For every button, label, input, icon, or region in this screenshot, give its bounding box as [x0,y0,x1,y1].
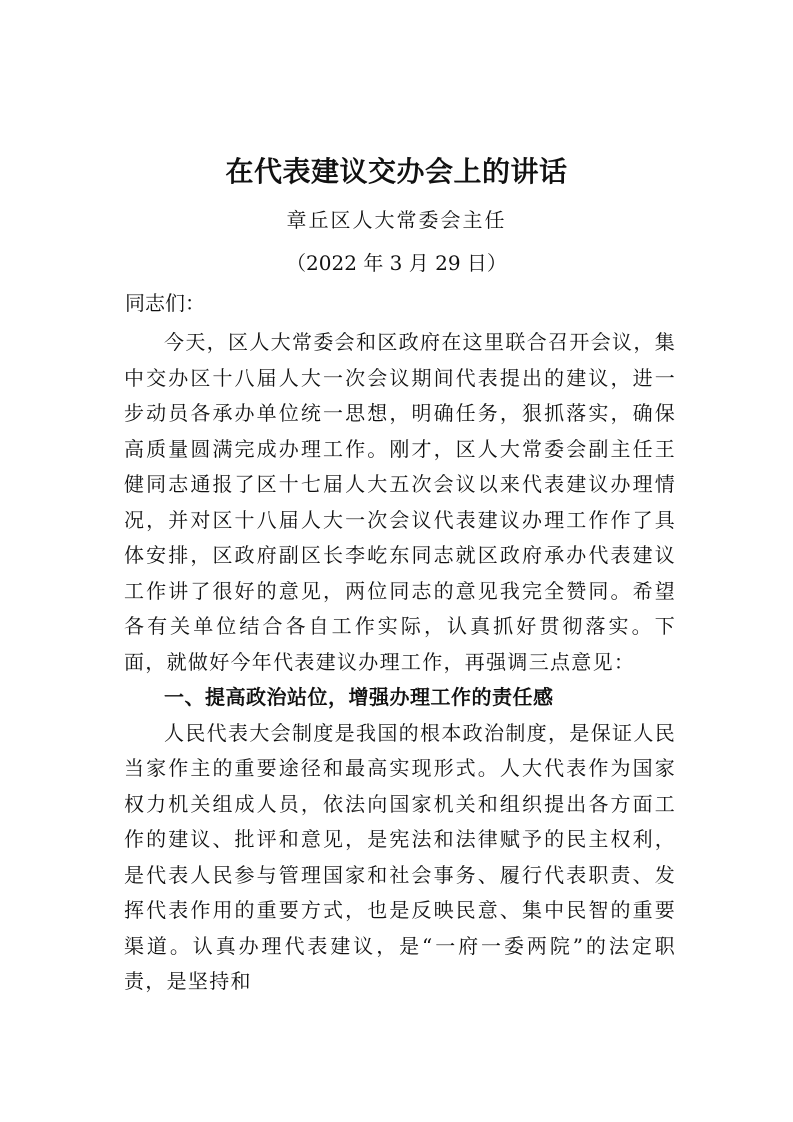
document-author: 章丘区人大常委会主任 [286,208,507,232]
paragraph-intro: 今天，区人大常委会和区政府在这里联合召开会议，集中交办区十八届人大一次会议期间代表提出的建议，进一步动员各承办单位统一思想，明确任务，狠抓落实，确保高质量圆满完成办理工作。刚才，区人大常委会副主任王健同志通报了区十七届人大五次会议以来代表建议办理情况，并对区十八届人大一次会议代表建议办理工作作了具体安排，区政府副区长李屹东同志就区政府承办代表建议工作讲了很好的意见，两位同志的意见我完全赞同。希望各有关单位结合各自工作实际，认真抓好贯彻落实。下面，就做好今年代表建议办理工作，再强调三点意见： [124,330,676,674]
document-date: （2022 年 3 月 29 日） [286,251,507,275]
document-title: 在代表建议交办会上的讲话 [225,155,568,188]
section-heading-1: 一、提高政治站位，增强办理工作的责任感 [164,685,554,709]
document-body [124,325,676,1000]
paragraph-section-1: 人民代表大会制度是我国的根本政治制度，是保证人民当家作主的重要途径和最高实现形式。人大代表作为国家权力机关组成人员，依法向国家机关和组织提出各方面工作的建议、批评和意见，是宪法和法律赋予的民主权利，是代表人民参与管理国家和社会事务、履行代表职责、发挥代表作用的重要方式，也是反映民意、集中民智的重要渠道。认真办理代表建议，是“一府一委两院”的法定职责，是坚持和 [124,720,676,993]
salutation: 同志们： [125,291,205,315]
